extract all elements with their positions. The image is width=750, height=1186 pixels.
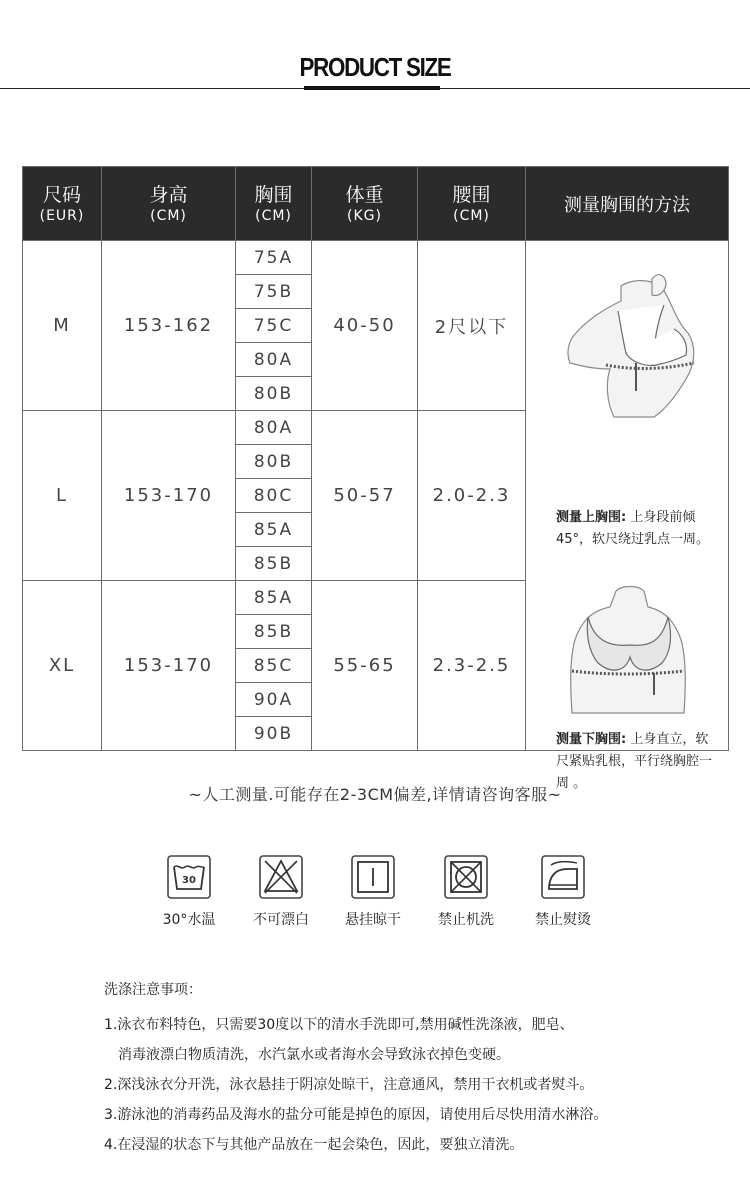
care-label: 不可漂白 [253,912,309,928]
lower-bust-text: 上身直立，软尺紧贴乳根，平行绕胸腔一周 。 [556,732,713,791]
header-height [102,167,236,241]
cup-cell: 85A [236,581,312,615]
height-cell: 153-170 [102,581,236,751]
header-method [526,167,729,241]
cup-cell: 75B [236,275,312,309]
care-item-no-iron [518,855,608,929]
care-label: 禁止机洗 [438,912,494,928]
size-cell: L [23,411,102,581]
cup-cell: 80B [236,377,312,411]
cup-cell: 80B [236,445,312,479]
care-item-hang-dry [328,855,418,929]
method-cell [526,241,729,791]
header-size-label: 尺码 [42,183,81,206]
care-item-no-bleach [236,855,326,929]
header-waist-label: 腰围 [452,183,491,206]
header-weight-label: 体重 [345,183,384,206]
lower-bust-illustration [526,583,727,723]
size-table [22,166,729,791]
cup-cell: 90B [236,717,312,751]
weight-cell: 55-65 [312,581,418,751]
size-cell: XL [23,581,102,751]
waist-cell: 2.0-2.3 [418,411,526,581]
table-row [23,241,729,275]
cup-cell: 75A [236,241,312,275]
lower-bust-label: 测量下胸围: [556,732,627,747]
cup-cell: 85B [236,615,312,649]
header-waist-unit: (CM) [453,207,490,224]
page-title: PRODUCT SIZE [299,52,451,82]
no-machine-wash-icon [444,855,488,899]
hang-dry-icon [351,855,395,899]
table-header-row [23,167,729,241]
cup-cell: 75C [236,309,312,343]
upper-bust-instruction [556,507,716,551]
header-weight-unit: (KG) [347,207,382,224]
care-label: 30°水温 [162,912,216,928]
washing-item: 2.深浅泳衣分开洗，泳衣悬挂于阴凉处晾干，注意通风，禁用干衣机或者熨斗。 [104,1077,594,1093]
care-item-no-machine-wash [421,855,511,929]
header-size-unit: (EUR) [39,207,85,224]
title-underline-bar [304,86,440,90]
care-label: 禁止熨烫 [535,912,591,928]
header-bust-label: 胸围 [254,183,293,206]
washing-item: 3.游泳池的消毒药品及海水的盐分可能是掉色的原因，请使用后尽快用清水淋浴。 [104,1107,608,1123]
header-method-label: 测量胸围的方法 [564,194,690,216]
care-icons [0,855,750,945]
size-cell: M [23,241,102,411]
wash-30-icon [167,855,211,899]
weight-cell: 40-50 [312,241,418,411]
cup-cell: 80A [236,343,312,377]
header-weight [312,167,418,241]
header-waist [418,167,526,241]
upper-bust-illustration [526,241,727,431]
height-cell: 153-162 [102,241,236,411]
cup-cell: 90A [236,683,312,717]
waist-cell: 2.3-2.5 [418,581,526,751]
cup-cell: 80A [236,411,312,445]
upper-bust-label: 测量上胸围: [556,510,627,525]
washing-item: 4.在浸湿的状态下与其他产品放在一起会染色，因此，要独立清洗。 [104,1137,524,1153]
header-bust-unit: (CM) [255,207,292,224]
upper-bust-text: 上身段前倾45°，软尺绕过乳点一周。 [556,510,710,547]
title-section [0,0,750,100]
washing-item: 1.泳衣布料特色，只需要30度以下的清水手洗即可,禁用碱性洗涤液，肥皂、 [104,1017,574,1033]
header-bust [236,167,312,241]
care-label: 悬挂晾干 [345,912,401,928]
weight-cell: 50-57 [312,411,418,581]
washing-item: 消毒液漂白物质清洗，水汽氯水或者海水会导致泳衣掉色变硬。 [118,1047,510,1063]
care-item-wash-30 [144,855,234,929]
header-size [23,167,102,241]
measurement-note: ~人工测量.可能存在2-3CM偏差,详情请咨询客服~ [188,785,562,804]
cup-cell: 85A [236,513,312,547]
cup-cell: 85B [236,547,312,581]
wash-30-text: 30 [182,875,196,886]
cup-cell: 80C [236,479,312,513]
height-cell: 153-170 [102,411,236,581]
header-height-label: 身高 [149,183,188,206]
header-height-unit: (CM) [150,207,187,224]
waist-cell: 2尺以下 [418,241,526,411]
no-bleach-icon [259,855,303,899]
washing-instructions [104,980,724,1160]
cup-cell: 85C [236,649,312,683]
no-iron-icon [541,855,585,899]
washing-heading: 洗涤注意事项： [104,982,202,998]
